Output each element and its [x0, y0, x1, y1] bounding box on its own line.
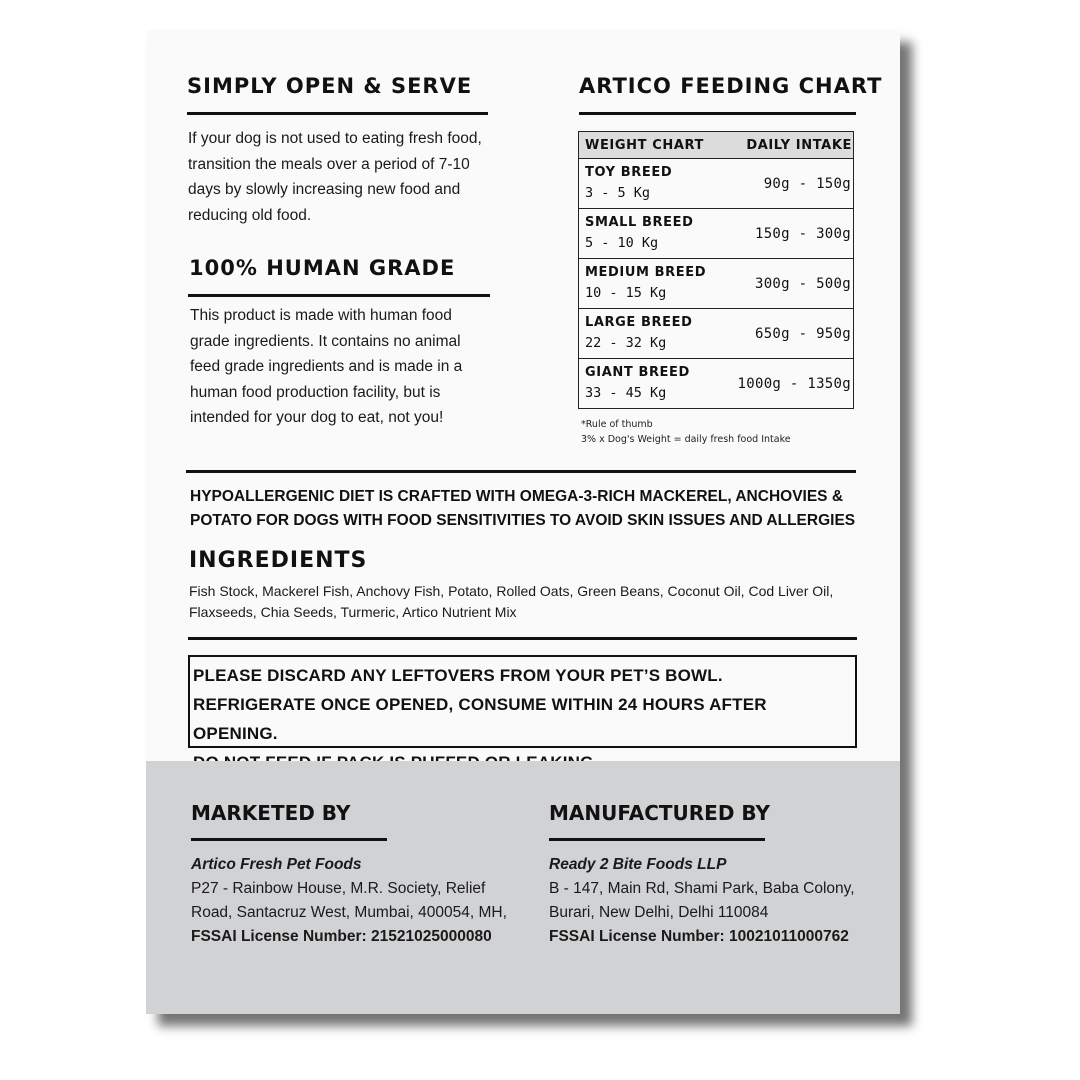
- note-line-1: *Rule of thumb: [581, 419, 653, 430]
- col-weight-header: WEIGHT CHART: [585, 137, 704, 153]
- manufacturer-address-2: Burari, New Delhi, Delhi 110084: [549, 904, 769, 921]
- feeding-chart-heading: ARTICO FEEDING CHART: [579, 74, 883, 98]
- footer-panel: [146, 761, 900, 1014]
- ingredients-line-2: Flaxseeds, Chia Seeds, Turmeric, Artico Nutrient Mix: [189, 604, 517, 620]
- daily-intake: 1000g - 1350g: [737, 375, 851, 392]
- diet-line-1: HYPOALLERGENIC DIET IS CRAFTED WITH OMEGA-3-RICH MACKEREL, ANCHOVIES &: [190, 488, 844, 505]
- manufactured-by-heading: MANUFACTURED BY: [549, 801, 771, 825]
- breed-weight: 22 - 32 Kg: [585, 335, 667, 351]
- daily-intake: 90g - 150g: [763, 175, 851, 192]
- manufacturer-license: FSSAI License Number: 10021011000762: [549, 928, 849, 945]
- manufacturer-name: Ready 2 Bite Foods LLP: [549, 856, 727, 873]
- marketer-address-2: Road, Santacruz West, Mumbai, 400054, MH,: [191, 904, 507, 921]
- rule-of-thumb-note: [581, 417, 861, 447]
- table-row: [579, 259, 853, 309]
- label-sheet: [146, 30, 900, 1014]
- daily-intake: 650g - 950g: [754, 325, 851, 342]
- ingredients-list: [189, 581, 869, 623]
- table-row: [579, 159, 853, 209]
- ingredients-heading: INGREDIENTS: [189, 548, 368, 573]
- breed-weight: 5 - 10 Kg: [585, 235, 659, 251]
- table-row: [579, 359, 853, 408]
- human-grade-rule: [188, 294, 490, 297]
- storage-warning-box: [188, 655, 857, 748]
- marketed-by-heading: MARKETED BY: [191, 801, 351, 825]
- table-row: [579, 309, 853, 359]
- table-row: [579, 209, 853, 259]
- manufactured-by-details: [549, 853, 889, 949]
- diet-line-2: POTATO FOR DOGS WITH FOOD SENSITIVITIES TO AVOID SKIN ISSUES AND ALLERGIES: [190, 512, 856, 529]
- marketed-by-rule: [191, 838, 387, 841]
- manufactured-by-rule: [549, 838, 765, 841]
- note-line-2: 3% x Dog's Weight = daily fresh food Intake: [581, 434, 791, 445]
- marketed-by-details: [191, 853, 531, 949]
- marketer-name: Artico Fresh Pet Foods: [191, 856, 362, 873]
- open-serve-text: If your dog is not used to eating fresh food, transition the meals over a period of 7-10 days by slowly increasing new food and reducing old food.: [188, 130, 482, 224]
- breed-name: SMALL BREED: [585, 215, 694, 230]
- breed-weight: 33 - 45 Kg: [585, 385, 667, 401]
- chart-header-row: [579, 132, 853, 159]
- open-serve-heading: SIMPLY OPEN & SERVE: [187, 74, 473, 98]
- warning-line-2: REFRIGERATE ONCE OPENED, CONSUME WITHIN 24 HOURS AFTER OPENING.: [193, 695, 767, 743]
- marketer-address-1: P27 - Rainbow House, M.R. Society, Relief: [191, 880, 486, 897]
- marketer-license: FSSAI License Number: 21521025000080: [191, 928, 492, 945]
- warning-line-1: PLEASE DISCARD ANY LEFTOVERS FROM YOUR PET’S BOWL.: [193, 666, 723, 685]
- breed-weight: 3 - 5 Kg: [585, 185, 651, 201]
- daily-intake: 150g - 300g: [754, 225, 851, 242]
- open-serve-rule: [187, 112, 488, 115]
- diet-statement: [190, 485, 860, 533]
- daily-intake: 300g - 500g: [754, 275, 851, 292]
- manufacturer-address-1: B - 147, Main Rd, Shami Park, Baba Colony,: [549, 880, 855, 897]
- feeding-chart-table: [578, 131, 854, 409]
- col-intake-header: DAILY INTAKE: [746, 137, 852, 153]
- human-grade-heading: 100% HUMAN GRADE: [189, 256, 456, 280]
- feeding-chart-rule: [579, 112, 856, 115]
- breed-name: LARGE BREED: [585, 315, 693, 330]
- section-divider: [186, 470, 856, 473]
- human-grade-text: This product is made with human food grade ingredients. It contains no animal feed grade ingredients and is made in a human food production facility, but is intended for your dog to eat, not you!: [190, 307, 463, 426]
- breed-name: MEDIUM BREED: [585, 265, 707, 280]
- section-divider: [188, 637, 857, 640]
- breed-name: TOY BREED: [585, 165, 673, 180]
- breed-name: GIANT BREED: [585, 365, 690, 380]
- ingredients-line-1: Fish Stock, Mackerel Fish, Anchovy Fish, Potato, Rolled Oats, Green Beans, Coconut Oil, Cod Liver Oil,: [189, 583, 834, 599]
- breed-weight: 10 - 15 Kg: [585, 285, 667, 301]
